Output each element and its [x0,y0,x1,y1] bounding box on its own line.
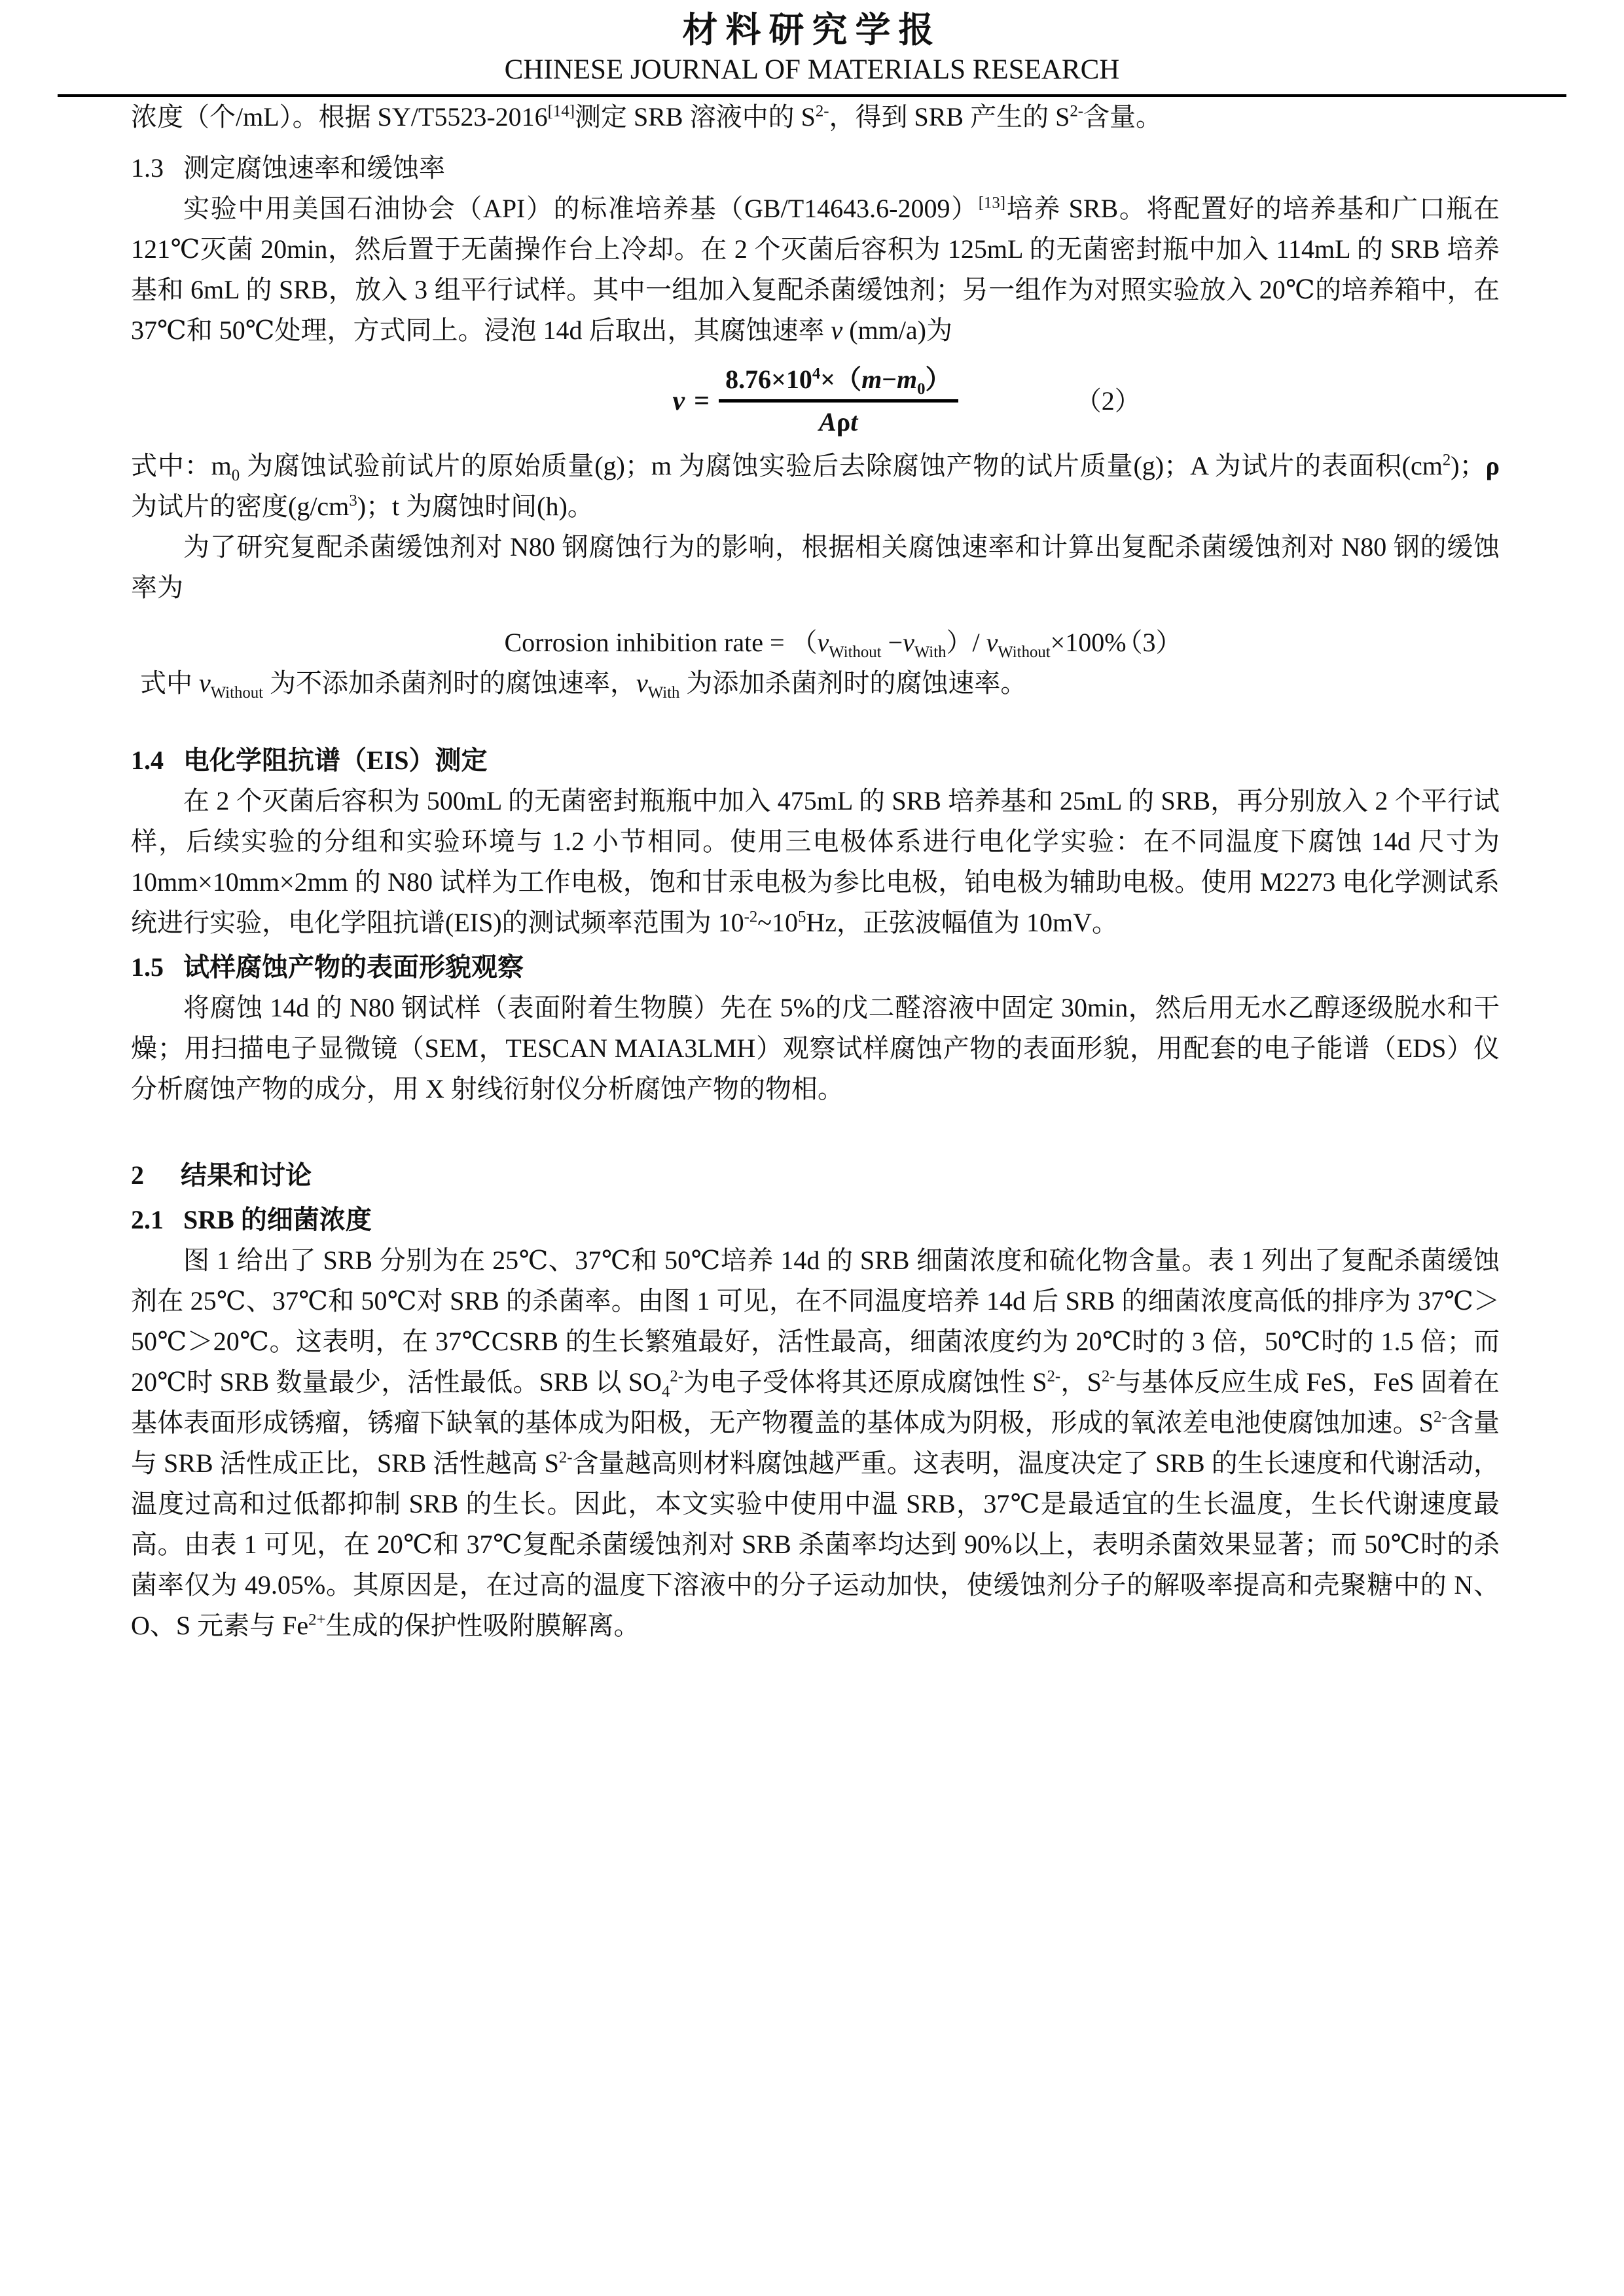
equation-3-number: （3） [1116,628,1182,657]
paragraph-inhibition-purpose: 为了研究复配杀菌缓蚀剂对 N80 钢腐蚀行为的影响，根据相关腐蚀速率和计算出复配杀菌缓蚀剂对 N80 钢的缓蚀率为 [131,532,1500,602]
heading-title: SRB 的细菌浓度 [183,1205,372,1234]
paragraph-equation-3-note: 式中 $v_{Without}$ 为不添加杀菌剂时的腐蚀速率，$v_{With}$ 为添加杀菌剂时的腐蚀速率。 [140,668,1027,702]
heading-title: 试样腐蚀产物的表面形貌观察 [183,952,524,982]
heading-title: 结果和讨论 [181,1160,312,1190]
paragraph-equation-2-note: 式中：$m_0$ 为腐蚀试验前试片的原始质量(g)；m 为腐蚀实验后去除腐蚀产物的试片质量(g)；A 为试片的表面积$(cm^2)$；ρ为试片的密度$(g/cm^3)$；t 为腐蚀时间(h)。 [131,451,1500,521]
heading-number: 1.3 [131,153,164,183]
heading-title: 测定腐蚀速率和缓蚀率 [183,153,445,183]
heading-2-1 [131,1200,1500,1240]
equation-2-equals: = [694,386,710,416]
paragraph-surface-morphology: 将腐蚀 14d 的 N80 钢试样（表面附着生物膜）先在 5%的戊二醛溶液中固定 30min，然后用无水乙醇逐级脱水和干燥；用扫描电子显微镜（SEM，TESCAN MAIA3LMH）观察试样腐蚀产物的表面形貌，用配套的电子能谱（EDS）仪分析腐蚀产物的成分，用 X 射线衍射仪分析腐蚀产物的物相。 [131,993,1500,1103]
heading-number: 1.4 [131,745,164,775]
equation-2-lhs: v [672,386,685,416]
heading-1-4 [131,740,1500,781]
journal-header [0,0,1624,97]
heading-1-5 [131,947,1500,988]
equation-2 [131,361,1500,440]
heading-2 [131,1155,1500,1196]
paragraph-srb-results: 图 1 给出了 SRB 分别为在 25℃、37℃和 50℃培养 14d 的 SRB 细菌浓度和硫化物含量。表 1 列出了复配杀菌缓蚀剂在 25℃、37℃和 50℃对 SRB 的杀菌率。由图 1 可见，在不同温度培养 14d 后 SRB 的细菌浓度高低的排序为 37℃＞50℃＞20℃。这表明，在 37℃CSRB 的生长繁殖最好，活性最高，细菌浓度约为 20℃时的 3 倍，50℃时的 1.5 倍；而 20℃时 SRB 数量最少，活性最低。SRB 以 $SO_4^{2-}$为电子受体将其还原成腐蚀性 $S^{2-}$，$S^{2-}$与基体反应生成 FeS，FeS 固着在基体表面形成锈瘤，锈瘤下缺氧的基体成为阳极，无产物覆盖的基体成为阴极，形成的氧浓差电池使腐蚀加速。$S^{2-}$含量与 SRB 活性成正比，SRB 活性越高 $S^{2-}$含量越高则材料腐蚀越严重。这表明，温度决定了 SRB 的生长速度和代谢活动，温度过高和过低都抑制 SRB 的生长。因此，本文实验中使用中温 SRB，37℃是最适宜的生长温度，生长代谢速度最高。由表 1 可见，在 20℃和 37℃复配杀菌缓蚀剂对 SRB 杀菌率均达到 90%以上，表明杀菌效果显著；而 50℃时的杀菌率仅为 49.05%。其原因是，在过高的温度下溶液中的分子运动加快，使缓蚀剂分子的解吸率提高和壳聚糖中的 N、O、S 元素与 $Fe^{2+}$生成的保护性吸附膜解离。 [131,1246,1500,1640]
heading-number: 1.5 [131,952,164,982]
journal-title-en: CHINESE JOURNAL OF MATERIALS RESEARCH [504,54,1120,85]
equation-2-number: （2） [1075,386,1141,416]
heading-1-3 [131,148,1500,188]
heading-number: 2.1 [131,1205,164,1234]
equation-2-fraction [719,361,958,440]
paragraph-eis-measurement: 在 2 个灭菌后容积为 500mL 的无菌密封瓶瓶中加入 475mL 的 SRB 培养基和 25mL 的 SRB，再分别放入 2 个平行试样，后续实验的分组和实验环境与 1.2 小节相同。使用三电极体系进行电化学实验：在不同温度下腐蚀 14d 尺寸为 10mm×10mm×2mm 的 N80 试样为工作电极，饱和甘汞电极为参比电极，铂电极为辅助电极。使用 M2273 电化学测试系统进行实验，电化学阻抗谱(EIS)的测试频率范围为 $10^{-2}\sim 10^5Hz$，正弦波幅值为 10mV。 [131,786,1500,937]
article-body [131,97,1500,1646]
journal-title-zh: 材料研究学报 [682,9,942,50]
equation-3-expression: Corrosion inhibition rate = $(v_{Without} -v_{With})/$ $v_{Without}\times 100\%$ [504,628,1127,661]
equation-2-numerator: $8.76\times 10^4\times(m-m_0)$ [719,361,958,403]
heading-title: 电化学阻抗谱（EIS）测定 [183,745,488,775]
equation-2-denominator: Aρt [819,407,858,437]
paragraph-corrosion-rate-method: 实验中用美国石油协会（API）的标准培养基（GB/T14643.6-2009）[13]培养 SRB。将配置好的培养基和广口瓶在 121℃灭菌 20min，然后置于无菌操作台上冷却。在 2 个灭菌后容积为 125mL 的无菌密封瓶中加入 114mL 的 SRB 培养基和 6mL 的 SRB，放入 3 组平行试样。其中一组加入复配杀菌缓蚀剂；另一组作为对照实验放入 20℃的培养箱中，在 37℃和 50℃处理，方式同上。浸泡 14d 后取出，其腐蚀速率 v (mm/a)为 [131,194,1500,345]
paragraph-srb-concentration: 浓度（个/mL）。根据 SY/T5523-2016[14]测定 SRB 溶液中的 $S^{2-}$，得到 SRB 产生的 $S^{2-}$含量。 [131,102,1163,132]
heading-number: 2 [131,1160,144,1190]
equation-3 [131,622,1500,663]
